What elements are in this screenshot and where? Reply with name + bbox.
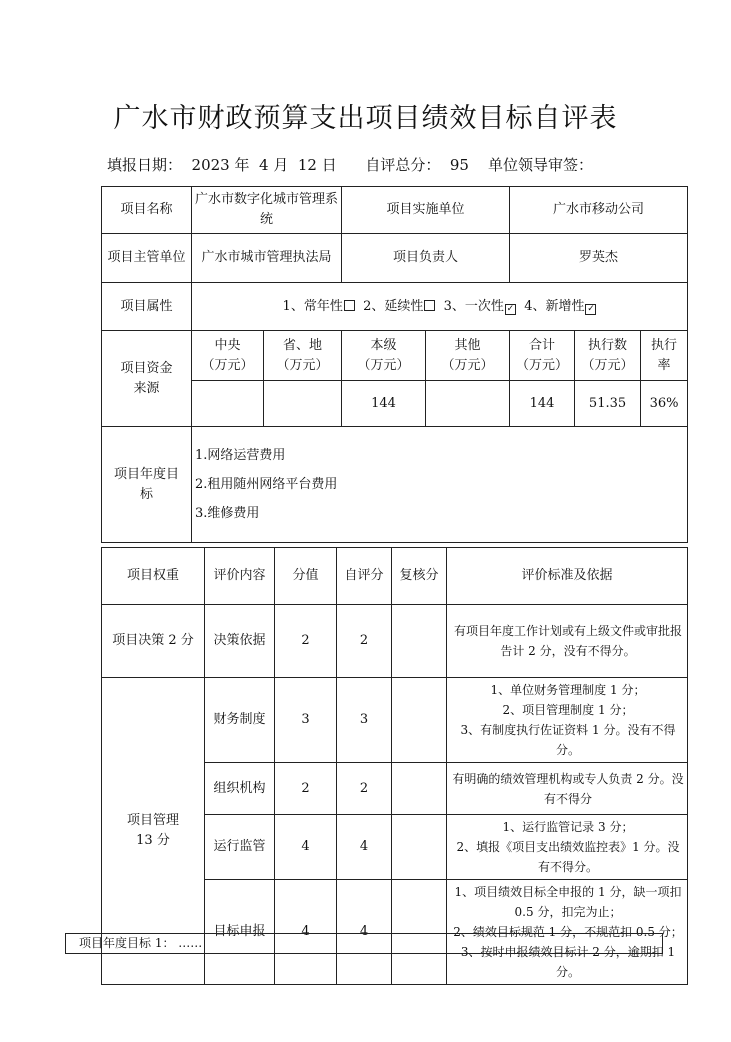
management-row [102,678,688,763]
funding-value-executed: 51.35 [575,381,641,427]
project-name-row [102,187,688,234]
col-review-score: 复核分 [392,548,447,605]
checkbox-icon [424,300,435,311]
funding-col-central: 中央 （万元） [192,331,264,381]
funding-col-other: 其他 （万元） [426,331,510,381]
mgmt-content: 运行监管 [205,815,275,880]
mgmt-self: 4 [337,880,392,985]
annual-goal-item: 3.维修费用 [195,505,260,521]
decision-criteria: 有项目年度工作计划或有上级文件或审批报告计 2 分，没有不得分。 [447,605,688,678]
attr-opt3: 3、一次性 [443,298,504,314]
mgmt-criteria: 1、单位财务管理制度 1 分； 2、项目管理制度 1 分； 3、有制度执行佐证资料 1 分。没有不得分。 [447,678,688,763]
funding-value-other [426,381,510,427]
mgmt-criteria: 有明确的绩效管理机构或专人负责 2 分。没有不得分 [447,763,688,815]
annual-goal-item: 2.租用随州网络平台费用 [195,476,338,492]
mgmt-self: 3 [337,678,392,763]
attr-opt1: 1、常年性 [282,298,343,314]
decision-review [392,605,447,678]
funding-col-rate: 执行 率 [641,331,688,381]
funding-value-province [264,381,342,427]
checked-checkbox-icon: ✓ [587,303,595,314]
attr-options [192,283,688,331]
footer-annual-goal [65,933,663,954]
checkbox-icon [344,300,355,311]
mgmt-score: 2 [275,763,337,815]
project-manager-row [102,234,688,283]
dept-value: 广水市城市管理执法局 [192,234,342,283]
fill-date-line: 填报日期： 2023 年 4 月 12 日 自评总分： 95 单位领导审签： [107,156,594,174]
project-name-value: 广水市数字化城市管理系统 [192,187,342,234]
mgmt-score: 4 [275,815,337,880]
mgmt-score: 4 [275,880,337,985]
funding-col-total: 合计 （万元） [510,331,575,381]
mgmt-criteria: 1、运行监管记录 3 分； 2、填报《项目支出绩效监控表》1 分。没有不得分。 [447,815,688,880]
funding-label: 项目资金来源 [102,331,192,427]
project-attr-row [102,283,688,331]
col-criteria: 评价标准及依据 [447,548,688,605]
scoring-table [101,547,688,985]
attr-label: 项目属性 [102,283,192,331]
mgmt-self: 4 [337,815,392,880]
mgmt-review [392,880,447,985]
annual-goal-content [192,427,688,543]
funding-col-local: 本级 （万元） [342,331,426,381]
decision-self: 2 [337,605,392,678]
mgmt-review [392,763,447,815]
attr-opt2: 2、延续性 [363,298,424,314]
annual-goal-row [102,427,688,543]
mgmt-review [392,815,447,880]
footer-text: 项目年度目标 1： …… [79,936,203,950]
funding-col-province: 省、地 （万元） [264,331,342,381]
project-name-label: 项目名称 [102,187,192,234]
lead-label: 项目负责人 [342,234,510,283]
impl-unit-label: 项目实施单位 [342,187,510,234]
funding-value-total: 144 [510,381,575,427]
dept-label: 项目主管单位 [102,234,192,283]
weight-header-row [102,548,688,605]
checked-checkbox-icon: ✓ [506,303,515,314]
funding-value-local: 144 [342,381,426,427]
decision-row [102,605,688,678]
mgmt-review [392,678,447,763]
funding-col-executed: 执行数 （万元） [575,331,641,381]
funding-value-rate: 36% [641,381,688,427]
mgmt-score: 3 [275,678,337,763]
col-self-score: 自评分 [337,548,392,605]
management-weight: 项目管理 13 分 [102,678,205,985]
mgmt-criteria: 1、项目绩效目标全申报的 1 分，缺一项扣 0.5 分，扣完为止； 2、绩效目标规范 1 分，不规范扣 0.5 分； 3、按时申报绩效目标计 2 分，逾期扣 1 分。 [447,880,688,985]
mgmt-self: 2 [337,763,392,815]
annual-goal-item: 1.网络运营费用 [195,447,286,463]
funding-value-central [192,381,264,427]
funding-header-row [102,331,688,381]
page-title: 广水市财政预算支出项目绩效目标自评表 [113,103,618,134]
mgmt-content: 组织机构 [205,763,275,815]
col-score: 分值 [275,548,337,605]
col-weight: 项目权重 [102,548,205,605]
mgmt-content: 目标申报 [205,880,275,985]
attr-opt4: 4、新增性 [524,298,585,314]
annual-goal-label: 项目年度目标 [102,427,192,543]
impl-unit-value: 广水市移动公司 [510,187,688,234]
decision-weight: 项目决策 2 分 [102,605,205,678]
lead-value: 罗英杰 [510,234,688,283]
decision-content: 决策依据 [205,605,275,678]
decision-score: 2 [275,605,337,678]
col-content: 评价内容 [205,548,275,605]
mgmt-content: 财务制度 [205,678,275,763]
evaluation-table [101,186,688,543]
